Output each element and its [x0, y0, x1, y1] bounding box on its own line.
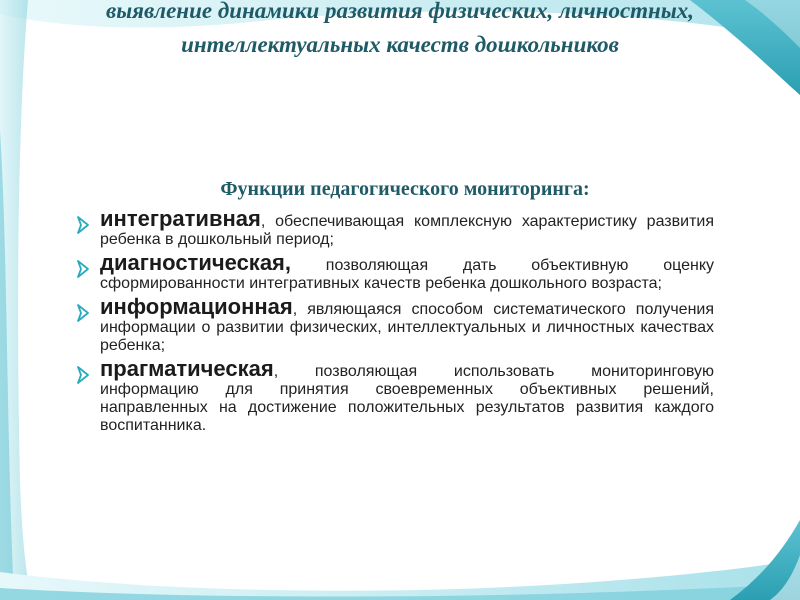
hollow-arrow-bullet-icon: [76, 259, 90, 279]
functions-subtitle: Функции педагогического мониторинга:: [220, 178, 590, 200]
function-item-pragmatic: [76, 356, 714, 435]
slide-title: выявление динамики развития физических, личностных, интеллектуальных качеств дошкольников: [105, 0, 695, 57]
function-item-diagnostic: [76, 250, 714, 293]
function-description: позволяющая дать объективную оценку сформированности интегративных качеств ребенка дошкольного возраста;: [100, 257, 714, 292]
hollow-arrow-bullet-icon: [76, 365, 90, 385]
function-term: интегративная: [100, 206, 261, 231]
functions-list: [76, 206, 714, 440]
function-term: информационная: [100, 294, 293, 319]
function-item-integrative: [76, 206, 714, 249]
function-item-informational: [76, 294, 714, 355]
function-term: диагностическая,: [100, 250, 292, 275]
function-description: , обеспечивающая комплексную характеристику развития ребенка в дошкольный период;: [100, 213, 714, 248]
function-description: , являющаяся способом систематического получения информации о развитии физических, интеллектуальных и личностных качествах ребенка;: [100, 301, 714, 354]
hollow-arrow-bullet-icon: [76, 215, 90, 235]
function-term: прагматическая: [100, 356, 274, 381]
function-description: , позволяющая использовать мониторинговую информацию для принятия своевременных объективных решений, направленных на достижение положительных результатов развития каждого воспитанника.: [100, 363, 714, 434]
hollow-arrow-bullet-icon: [76, 303, 90, 323]
